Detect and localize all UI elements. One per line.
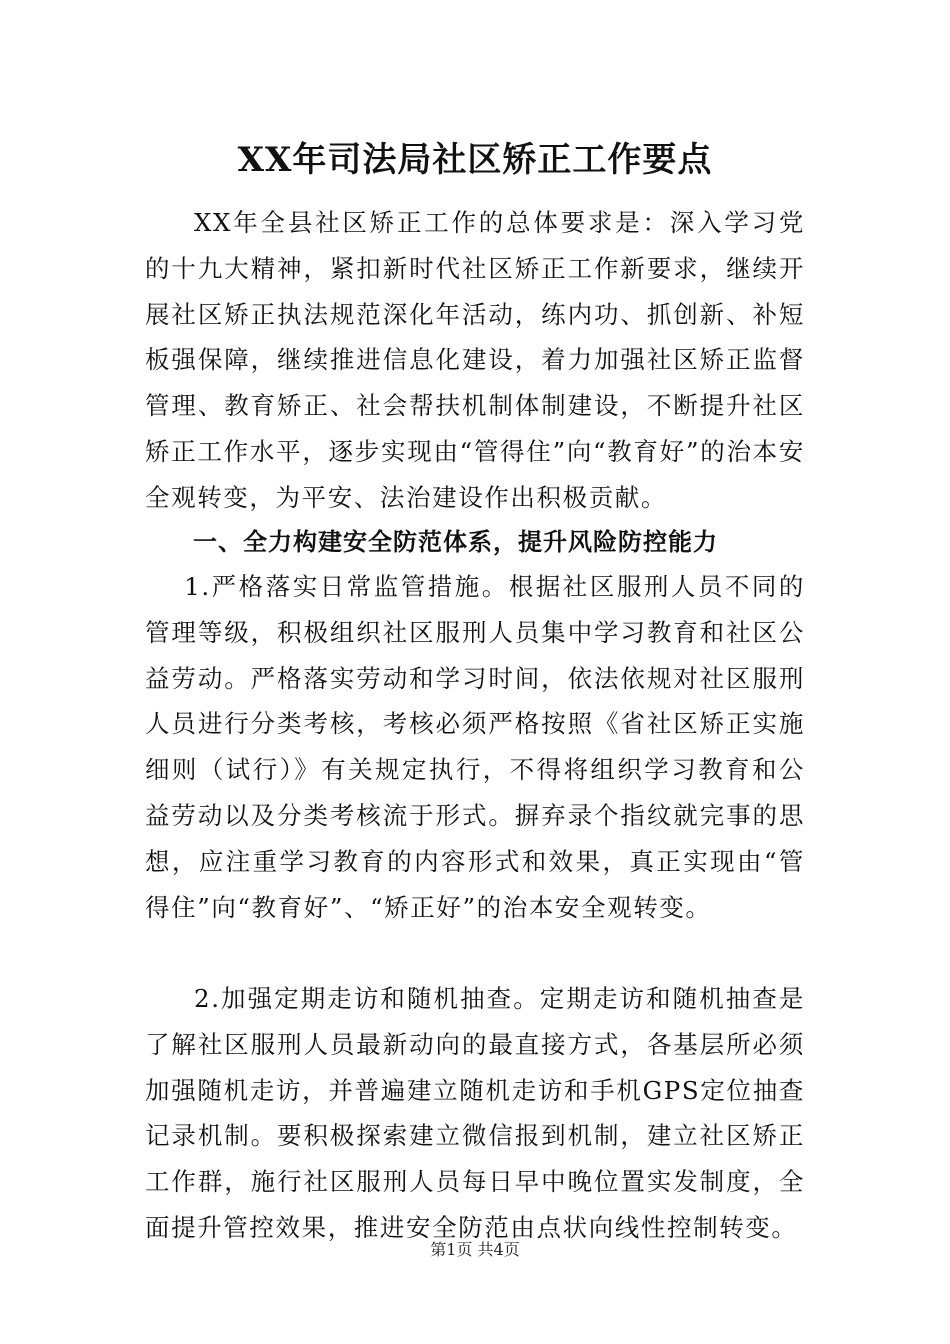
document-title: XX年司法局社区矫正工作要点 [237,140,713,180]
page-footer: 第1页 共4页 [430,1240,520,1259]
section-heading-1: 一、全力构建安全防范体系，提升风险防控能力 [193,528,718,556]
intro-paragraph: XX年全县社区矫正工作的总体要求是：深入学习党的十九大精神，紧扣新时代社区矫正工作新要求，继续开展社区矫正执法规范深化年活动，练内功、抓创新、补短板强保障，继续推进信息化建设，着力加强社区矫正监督管理、教育矫正、社会帮扶机制体制建设，不断提升社区矫正工作水平，逐步实现由“管得住”向“教育好”的治本安全观转变，为平安、法治建设作出积极贡献。 [145,208,805,512]
item-paragraph-1: 1.严格落实日常监管措施。根据社区服刑人员不同的管理等级，积极组织社区服刑人员集中学习教育和社区公益劳动。严格落实劳动和学习时间，依法依规对社区服刑人员进行分类考核，考核必须严格按照《省社区矫正实施细则（试行）》有关规定执行，不得将组织学习教育和公益劳动以及分类考核流于形式。摒弃录个指纹就完事的思想，应注重学习教育的内容形式和效果，真正实现由“管得住”向“教育好”、“矫正好”的治本安全观转变。 [145,572,805,922]
item-paragraph-2: 2.加强定期走访和随机抽查。定期走访和随机抽查是了解社区服刑人员最新动向的最直接方式，各基层所必须加强随机走访，并普遍建立随机走访和手机GPS定位抽查记录机制。要积极探索建立微信报到机制，建立社区矫正工作群，施行社区服刑人员每日早中晚位置实发制度，全面提升管控效果，推进安全防范由点状向线性控制转变。 [145,984,805,1242]
